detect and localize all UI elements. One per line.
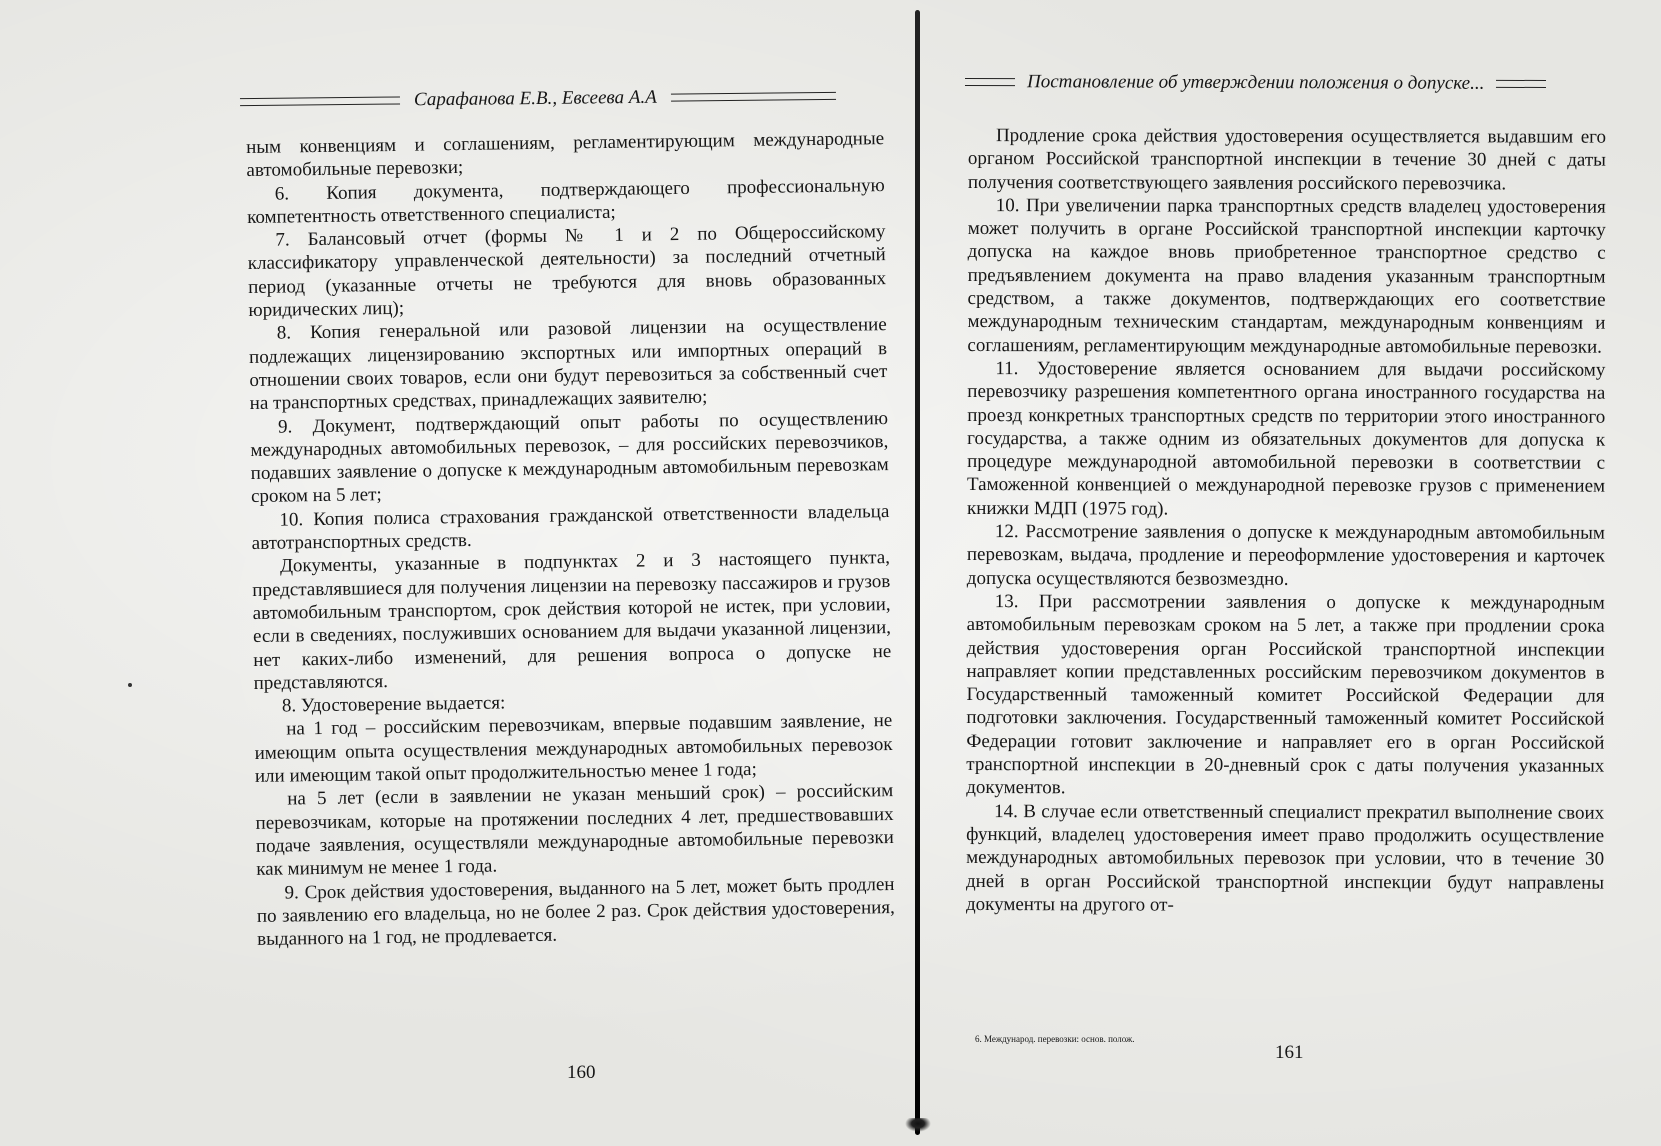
paragraph: 6. Копия документа, подтверждающего профессиональную компетентность ответственного специалиста; [246,174,885,228]
right-header-text: Постановление об утверждении положения о допуске... [1026,71,1485,94]
scan-speck [128,683,132,687]
header-rule-left [240,96,400,106]
right-running-header [965,71,1546,95]
paragraph: 11. Удостоверение является основанием для выдачи российскому перевозчику разрешения компетентного органа иностранного государства на проезд конкретных транспортных средств по территории этого иностранного государства, а также одним из обязательных документов для допуска к процедуре международной автомобильной перевозки в соответствии с Таможенной конвенцией о международной перевозке грузов с применением книжки МДП (1975 год). [966,358,1606,520]
header-rule-left [965,78,1015,86]
spine-line [915,10,920,1135]
paragraph: на 5 лет (если в заявлении не указан меньший срок) – российским перевозчикам, которые на протяжении последних 4 лет, предшествовавших подаче заявления, осуществляли международные автомобильные перевозки как минимум не менее 1 года. [255,780,895,881]
paragraph: 7. Балансовый отчет (формы № 1 и 2 по Общероссийскому классификатору управленческой деятельности) за последний отчетный период (указанные отчеты не требуются для вновь образованных юридических лиц); [247,221,887,322]
paragraph: 9. Срок действия удостоверения, выданного на 5 лет, может быть продлен по заявлению его владельца, но не более 2 раз. Срок действия удостоверения, выданного на 1 год, не продлевается. [256,873,895,951]
paragraph: 8. Удостоверение выдается: [281,692,506,717]
paragraph: 9. Документ, подтверждающий опыт работы по осуществлению международных автомобильных перевозок, – для российских перевозчиков, подавших заявление о допуске к международным автомобильным перевозкам сроком на 5 лет; [250,407,889,508]
paragraph: 10. Копия полиса страхования гражданской ответственности владельца автотранспортных средств. [251,500,890,555]
header-rule-right [671,92,836,102]
footnote: 6. Международ. перевозки: основ. полож. [975,1034,1135,1044]
left-page-number: 160 [567,1062,596,1083]
paragraph: Продление срока действия удостоверения осуществляется выдавшим его органом Российской транспортной инспекции в течение 30 дней с даты получения соответствующего заявления российского перевозчика. [967,125,1606,195]
right-page [925,0,1661,1146]
paragraph: 10. При увеличении парка транспортных средств владелец удостоверения может получить в органе Российской транспортной инспекции карточку допуска на каждое вновь приобретенное транспортное средство с предъявлением документа на право владения указанным транспортным средством, а также документов, подтверждающих его соответствие международным техническим стандартам, международным конвенциям и соглашениям, регламентирующим международные автомобильные перевозки. [967,194,1606,358]
paragraph: 13. При рассмотрении заявления о допуске к международным автомобильным перевозкам сроком на 5 лет, а также при продлении срока действия удостоверения орган Российской транспортной инспекции направляет копии представленных российским перевозчиком документов в Государственный таможенный комитет Российской Федерации для подготовки заключения. Государственный таможенный комитет Российской Федерации готовит заключение и направляет его в орган Российской транспортной инспекции в 20-дневный срок с даты получения указанных документов. [966,591,1605,799]
left-running-header [240,85,836,113]
paragraph: ным конвенциям и соглашениям, регламентирующим международные автомобильные перевозки; [246,128,885,182]
header-rule-right [1496,80,1546,88]
left-header-text: Сарафанова Е.В., Евсеева А.А [413,86,657,111]
right-page-number: 161 [1275,1042,1304,1063]
right-page-body [966,124,1606,918]
paragraph: Документы, указанные в подпунктах 2 и 3 настоящего пункта, представлявшиеся для получения лицензии на перевозку пассажиров и грузов автомобильным транспортом, срок действия которой не истек, при условии, если в сведениях, послуживших основанием для выдачи указанной лицензии, нет каких-либо изменений, для решения вопроса о допуске не представляются. [252,547,892,694]
paragraph: 14. В случае если ответственный специалист прекратил выполнение своих функций, владелец удостоверения имеет право продолжить осуществление международных автомобильных перевозок при условии, что в течение 30 дней в орган Российской транспортной инспекции будут направлены документы на другого от- [965,800,1605,916]
paragraph: на 1 год – российским перевозчикам, впервые подавшим заявление, не имеющим опыта осуществления международных автомобильных перевозок или имеющим такой опыт продолжительностью менее 1 года; [254,710,893,787]
paragraph: 12. Рассмотрение заявления о допуске к международным автомобильным перевозкам, выдача, продление и переоформление удостоверения и карточек допуска осуществляются безвозмездно. [966,521,1605,590]
paragraph: 8. Копия генеральной или разовой лицензии на осуществление подлежащих лицензированию экспортных или импортных операций в отношении своих товаров, если они будут перевозиться за собственный счет на транспортных средствах, принадлежащих заявителю; [248,314,888,415]
left-page-body [246,127,895,951]
